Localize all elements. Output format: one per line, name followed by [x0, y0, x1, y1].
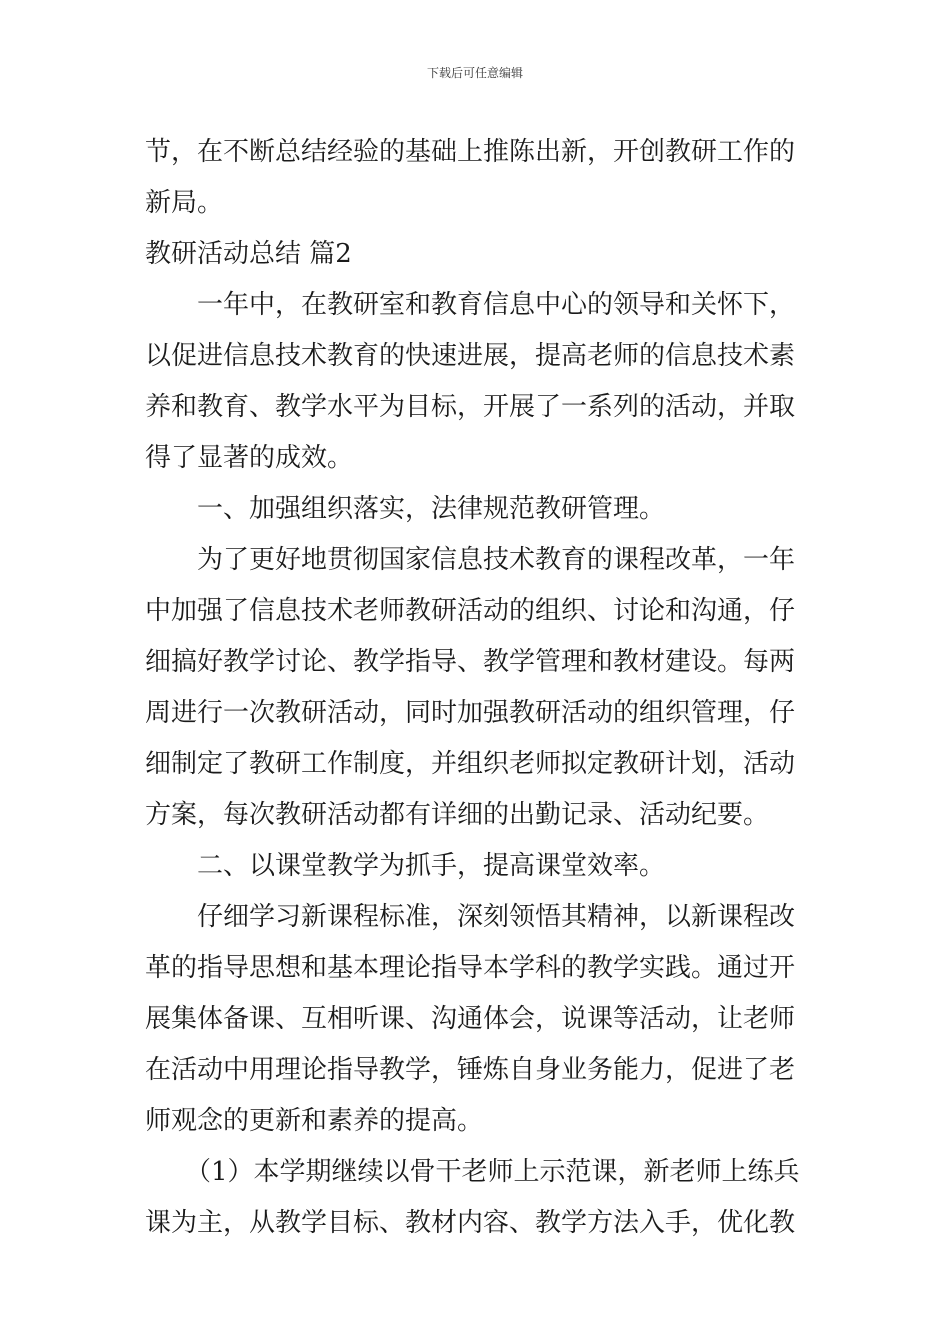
- text-line: 新局。: [145, 188, 224, 218]
- subsection-heading: 二、以课堂教学为抓手，提高课堂效率。: [197, 851, 666, 881]
- text-line: 课为主，从教学目标、教材内容、教学方法入手，优化教: [145, 1208, 796, 1238]
- text-line: 以促进信息技术教育的快速进展，提高老师的信息技术素: [145, 341, 796, 371]
- text-line: 养和教育、教学水平为目标，开展了一系列的活动，并取: [145, 392, 796, 422]
- text-line: 节，在不断总结经验的基础上推陈出新，开创教研工作的: [145, 137, 796, 167]
- text-line: 展集体备课、互相听课、沟通体会，说课等活动，让老师: [145, 1004, 796, 1034]
- subsection-heading: 一、加强组织落实，法律规范教研管理。: [197, 494, 666, 524]
- paragraph-start: （1）本学期继续以骨干老师上示范课，新老师上练兵: [185, 1157, 800, 1187]
- text-line: 在活动中用理论指导教学，锤炼自身业务能力，促进了老: [145, 1055, 796, 1085]
- text-line: 得了显著的成效。: [145, 443, 354, 473]
- paragraph-start: 仔细学习新课程标准，深刻领悟其精神，以新课程改: [197, 902, 796, 932]
- section-title: 教研活动总结 篇2: [145, 239, 352, 269]
- text-line: 周进行一次教研活动，同时加强教研活动的组织管理，仔: [145, 698, 796, 728]
- text-line: 细制定了教研工作制度，并组织老师拟定教研计划，活动: [145, 749, 796, 779]
- page-header-note: 下载后可任意编辑: [426, 66, 523, 80]
- document-body: [145, 127, 810, 1249]
- text-line: 师观念的更新和素养的提高。: [145, 1106, 484, 1136]
- text-line: 细搞好教学讨论、教学指导、教学管理和教材建设。每两: [145, 647, 796, 677]
- paragraph-start: 为了更好地贯彻国家信息技术教育的课程改革，一年: [197, 545, 796, 575]
- text-line: 方案，每次教研活动都有详细的出勤记录、活动纪要。: [145, 800, 770, 830]
- paragraph-start: 一年中，在教研室和教育信息中心的领导和关怀下，: [197, 290, 796, 320]
- text-line: 革的指导思想和基本理论指导本学科的教学实践。通过开: [145, 953, 796, 983]
- text-line: 中加强了信息技术老师教研活动的组织、讨论和沟通，仔: [145, 596, 796, 626]
